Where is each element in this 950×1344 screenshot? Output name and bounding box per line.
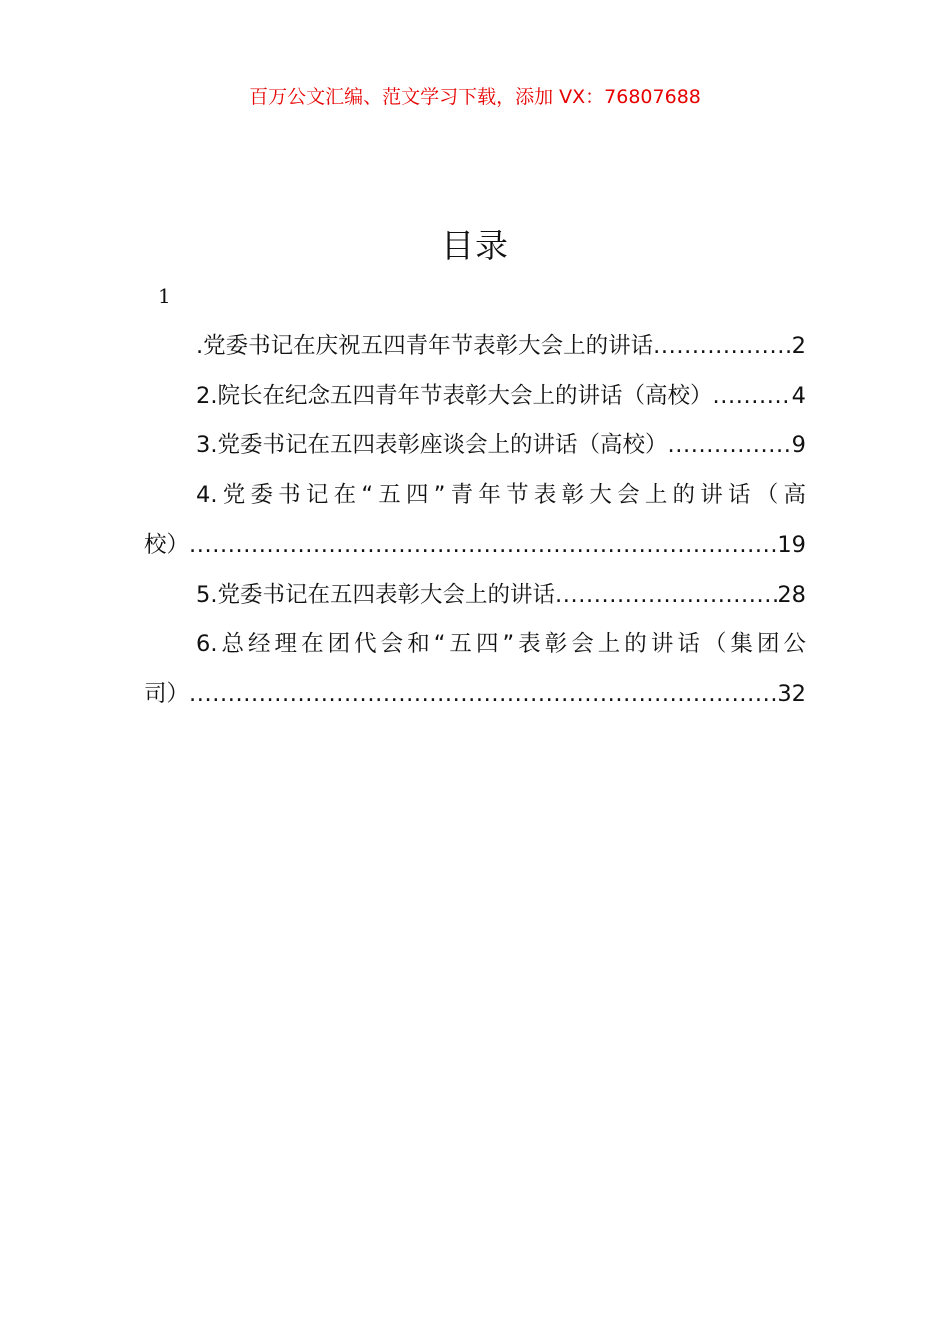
toc-entry-title: 3.党委书记在五四表彰座谈会上的讲话（高校） (196, 432, 668, 459)
toc-leader-dots (189, 521, 777, 571)
toc-entry-line (144, 571, 806, 621)
toc-leader-dots (667, 421, 791, 471)
toc-page-number: 2 (791, 333, 806, 359)
toc-entry-title: 2.院长在纪念五四青年节表彰大会上的讲话（高校） (196, 382, 713, 409)
toc-marker: 1 (158, 284, 171, 308)
toc-entry-line (144, 322, 806, 372)
toc-entry-title: 6.总经理在团代会和“五四”表彰会上的讲话（集团公 (196, 631, 806, 658)
toc-entry-3[interactable] (144, 421, 806, 471)
toc-entry-4[interactable] (144, 471, 806, 570)
toc-entry-line (144, 471, 806, 521)
toc-entry-title-continued: 校） (144, 531, 190, 558)
toc-page-number: 19 (777, 531, 806, 558)
toc-entry-title: .党委书记在庆祝五四青年节表彰大会上的讲话 (196, 333, 654, 359)
toc-leader-dots (712, 372, 791, 422)
toc-entry-line-continued (144, 670, 806, 720)
toc-entry-2[interactable] (144, 372, 806, 422)
toc-list (144, 322, 806, 720)
toc-entry-line (144, 620, 806, 670)
toc-entry-6[interactable] (144, 620, 806, 719)
toc-leader-dots (189, 670, 777, 720)
toc-page-number: 9 (791, 432, 806, 459)
toc-leader-dots (555, 571, 777, 621)
toc-entry-title: 4.党委书记在“五四”青年节表彰大会上的讲话（高 (196, 482, 806, 509)
toc-entry-1[interactable] (144, 322, 806, 372)
toc-entry-line-continued (144, 521, 806, 571)
toc-page-number: 32 (777, 680, 806, 707)
toc-page-number: 28 (777, 581, 806, 608)
toc-entry-title: 5.党委书记在五四表彰大会上的讲话 (196, 581, 555, 608)
toc-title: 目录 (441, 226, 509, 265)
toc-entry-title-continued: 司） (144, 680, 190, 707)
toc-leader-dots (653, 322, 792, 372)
header-banner: 百万公文汇编、范文学习下载，添加 VX：76807688 (249, 86, 701, 108)
toc-entry-line (144, 372, 806, 422)
toc-entry-5[interactable] (144, 571, 806, 621)
toc-entry-line (144, 421, 806, 471)
toc-page-number: 4 (791, 382, 806, 409)
